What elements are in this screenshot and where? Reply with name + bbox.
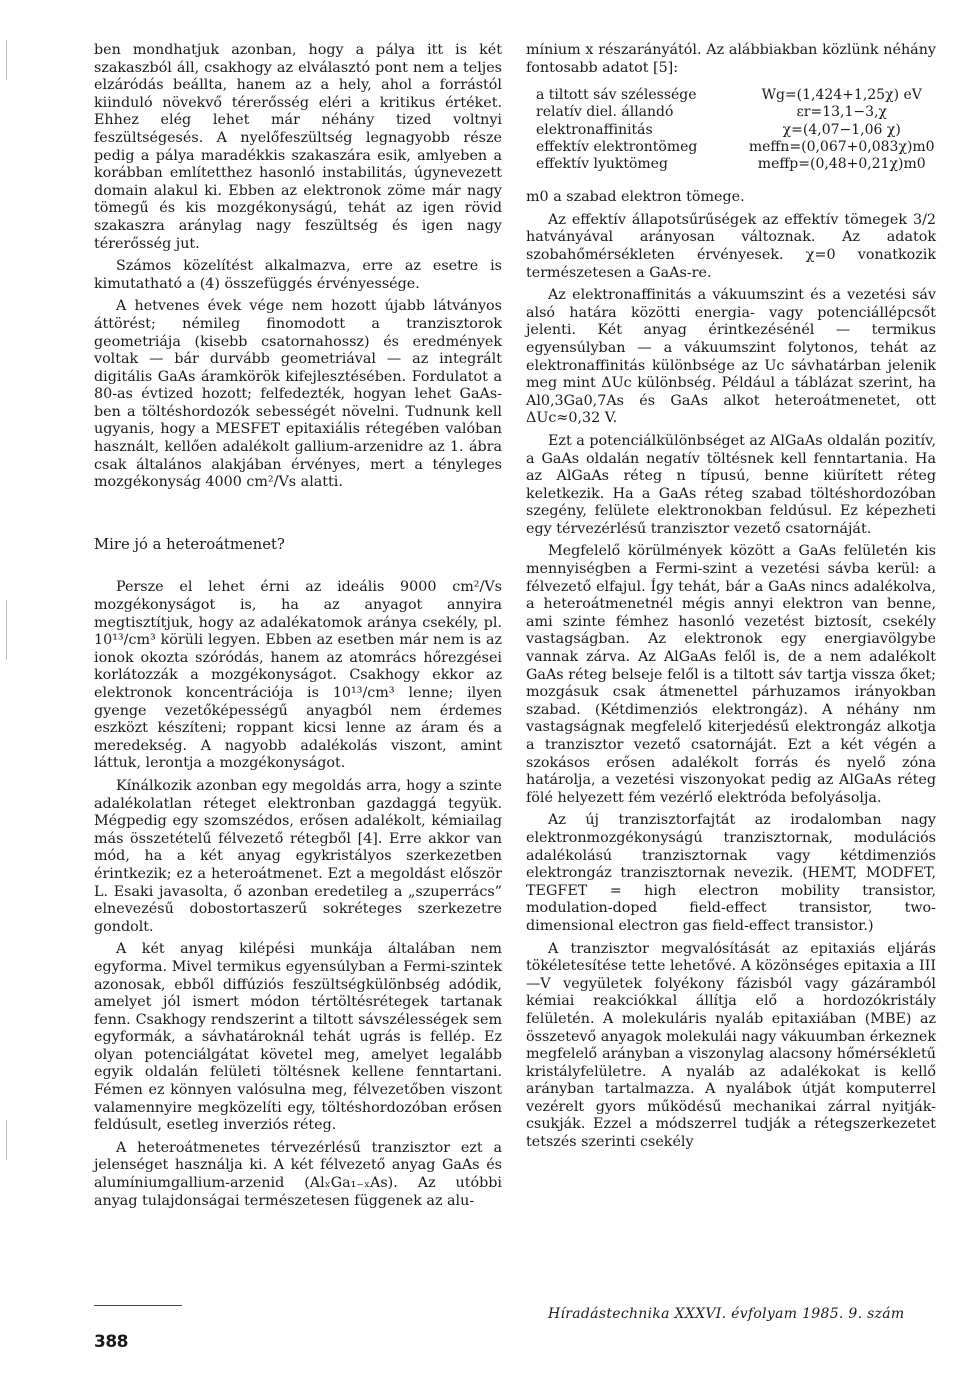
paragraph: A hetvenes évek vége nem hozott újabb látványos áttörést; némileg finomodott a tranzisztorok geometriája (kisebb csatornahossz) és eredmények voltak — bár durvább geometriával — az integrált digitális GaAs áramkörök kifejlesztésében. Fordulatot a 80-as évtized hozott; felfedezték, hogyan lehet GaAs-ben a töltéshordozók sebességét növelni. Tudnunk kell ugyanis, hogy a MESFET epitaxiális rétegében valóban használt, kellően adalékolt gallium-arzenidre az 1. ábra csak általános alakjában érvényes, mert a tényleges mozgékonyság 4000 cm²/Vs alatti. — [94, 298, 502, 491]
paragraph: Az elektronaffinitás a vákuumszint és a vezetési sáv alsó határa közötti energia- vagy potenciállépcsőt jelenti. Két anyag érintkezésénél — termikus egyensúlyban — a vákuumszint folytonos, tehát az elektronaffinitás különbsége az Uc sávhatárban jelenik meg mint ΔUc különbség. Például a táblázat szerint, ha Al0,3Ga0,7As és GaAs alkot heteroátmenetet, ott ΔUc≈0,32 V. — [526, 287, 936, 427]
section-heading: Mire jó a heteroátmenet? — [94, 535, 285, 553]
table-row — [536, 139, 936, 156]
paragraph: Az effektív állapotsűrűségek az effektív tömegek 3/2 hatványával arányosan változnak. Az adatok szobahőmérsékleten érvényesek. χ=0 vonatkozik természetesen a GaAs-re. — [526, 211, 936, 281]
property-name: effektív lyuktömeg — [536, 156, 668, 172]
table-row — [536, 156, 936, 173]
paragraph: mínium x részarányától. Az alábbiakban közlünk néhány fontosabb adatot [5]: — [526, 42, 936, 76]
paragraph: Ezt a potenciálkülönbséget az AlGaAs oldalán pozitív, a GaAs oldalán negatív töltésnek kell fenntartania. Ha az AlGaAs réteg n típusú, benne kiürített réteg keletkezik. Ha a GaAs réteg szabad töltéshordozóban szegény, felülete elektronokban feldúsul. Ez képezheti egy térvezérlésű tranzisztor vezető csatornáját. — [526, 432, 936, 537]
paragraph: Persze el lehet érni az ideális 9000 cm²/Vs mozgékonyságot is, ha az anyagot annyira megtisztítjuk, hogy az adalékatomok aránya csekély, pl. 10¹³/cm³ körüli legyen. Ebben az esetben már nem is az ionok okozta szóródás, hanem az atomrács hőrezgései korlátozzák a mozgékonyságot. Csakhogy ekkor az elektronok koncentrációja is 10¹³/cm³ lenne; ilyen gyenge vezetőképességű anyagból nem érdemes eszközt készíteni; roppant kicsi lenne az áram és a meredekség. A nagyobb adalékolás viszont, amint láttuk, lerontja a mozgékonyságot. — [94, 579, 502, 772]
paragraph: m0 a szabad elektron tömege. — [526, 189, 745, 206]
right-column — [526, 42, 936, 1157]
material-properties-table — [536, 87, 936, 173]
left-column — [94, 42, 502, 1215]
paragraph: Kínálkozik azonban egy megoldás arra, hogy a szinte adalékolatlan réteget elektronban gazdaggá tegyük. Mégpedig egy szomszédos, erősen adalékolt, kémiailag más összetételű félvezető rétegből [4]. Erre akkor van mód, ha a két anyag egykristályos szerkezetben érintkezik; ez a heteroátmenet. Ezt a megoldást először L. Esaki javasolta, ő azonban eredetileg a „szuperrács” elnevezésű dobostortaszerű sokréteges szerkezetre gondolt. — [94, 777, 502, 935]
table-row — [536, 122, 936, 139]
scan-edge-mark — [6, 40, 7, 80]
table-row — [536, 104, 936, 121]
paragraph: A két anyag kilépési munkája általában nem egyforma. Mivel termikus egyensúlyban a Fermi-szintek azonosak, ebből diffúziós feszültségkülönbség adódik, amelyet jól ismert módon tértöltésrétegek tartanak fenn. Csakhogy rendszerint a tiltott sávszélességek sem egyformák, a sávhatároknál tehát ugrás is fellép. Ez olyan potenciálgátat követel meg, amelyet legalább egyik oldalán felületi töltésnek kellene fenntartani. Fémen ez könnyen valósulna meg, félvezetőben viszont valamennyire megközelíti egy, töltéshordozóban erősen feldúsult, esetleg inverziós réteg. — [94, 941, 502, 1134]
property-name: a tiltott sáv szélessége — [536, 87, 697, 104]
paragraph: Az új tranzisztorfajtát az irodalomban nagy elektronmozgékonyságú tranzisztornak, modulációs adalékolású tranzisztornak vagy kétdimenziós elektrongáz tranzisztornak nevezik. (HEMT, MODFET, TEGFET = high electron mobility transistor, modulation-doped field-effect transistor, two-dimensional electron gas field-effect transistor.) — [526, 812, 936, 934]
scan-edge-mark — [6, 1120, 7, 1160]
page-number: 388 — [94, 1332, 128, 1352]
property-value: meffn=(0,067+0,083χ)m0 — [748, 138, 935, 155]
property-value: χ=(4,07−1,06 χ) — [782, 121, 901, 138]
paragraph: A heteroátmenetes térvezérlésű tranzisztor ezt a jelenséget használja ki. A két félvezető anyag GaAs és alumíniumgallium-arzenid (AlₓGa₁₋ₓAs). Az utóbbi anyag tulajdonságai természetesen függenek az alu- — [94, 1139, 502, 1209]
paragraph: ben mondhatjuk azonban, hogy a pálya itt is két szakaszból áll, csakhogy az elválasztó pont nem a teljes elzáródás beállta, hanem az a hely, ahol a forrástól kiinduló növekvő térerősség eléri a kritikus értéket. Ehhez elég lehet már néhány tized voltnyi feszültségesés. A nyelőfeszültség legnagyobb része pedig a pálya maradékkis szakaszára esik, amlyeben a korábban említetthez hasonló instabilitás, úgynevezett domain alakul ki. Ebben az elektronok zöme már nagy tömegű és kis mozgékonyságú, tehát az igen rövid szakaszra aránylag nagy feszültség és igen nagy térerősség jut. — [94, 42, 502, 252]
paragraph: Számos közelítést alkalmazva, erre az esetre is kimutatható a (4) összefüggés érvényessége. — [94, 258, 502, 292]
property-name: effektív elektrontömeg — [536, 138, 698, 155]
table-row — [536, 87, 936, 104]
footer-rule — [94, 1305, 182, 1306]
scan-edge-mark — [6, 600, 7, 660]
property-value: εr=13,1−3,χ — [796, 104, 887, 121]
property-name: elektronaffinitás — [536, 121, 653, 138]
paragraph: A tranzisztor megvalósítását az epitaxiás eljárás tökéletesítése tette lehetővé. A közönséges epitaxia a III—V vegyületek folyékony fázisból vagy gázáramból kémiai reakciókkal állítja elő a hordozókristály felületén. A molekuláris nyaláb epitaxiában (MBE) az összetevő anyagok molekulái nagy vákuumban érkeznek megfelelő arányban a viszonylag alacsony hőmérsékletű kristályfelületre. A nyaláb az adalékokat is kellő arányban tartalmazza. A nyalábok útját komputerrel vezérelt gyors működésű mechanikai zárral nyitják-csukják. Ezzel a módszerrel tudják a rétegszerkezetet tetszés szerinti csekély — [526, 940, 936, 1151]
property-value: Wg=(1,424+1,25χ) eV — [761, 87, 922, 104]
paragraph: Megfelelő körülmények között a GaAs felületén kis mennyiségben a Fermi-szint a vezetési sávba kerül: a félvezető elfajul. Így tehát, bár a GaAs nincs adalékolva, a heteroátmenetnél mégis annyi elektron van benne, ami szinte fémhez hasonló vezetést biztosít, csekély vastagságban. Az elektronok egy energiavölgybe vannak zárva. Az AlGaAs felől is, de a nem adalékolt GaAs réteg belseje felől is a tiltott sáv tartja vissza őket; mozgásuk csak átmenettel párhuzamos irányokban szabad. (Kétdimenziós elektrongáz). A néhány nm vastagságnak megfelelő kiterjedésű elektrongáz alkotja a tranzisztor vezető csatornáját. Ezt a két végén a szokásos erősen adalékolt forrás és nyelő zóna határolja, a vezetési viszonyokat pedig az AlGaAs réteg fölé helyezett fém vezérlő elektróda befolyásolja. — [526, 543, 936, 806]
property-name: relatív diel. állandó — [536, 104, 674, 121]
journal-citation: Híradástechnika XXXVI. évfolyam 1985. 9. szám — [548, 1306, 905, 1322]
property-value: meffp=(0,48+0,21χ)m0 — [757, 156, 926, 172]
